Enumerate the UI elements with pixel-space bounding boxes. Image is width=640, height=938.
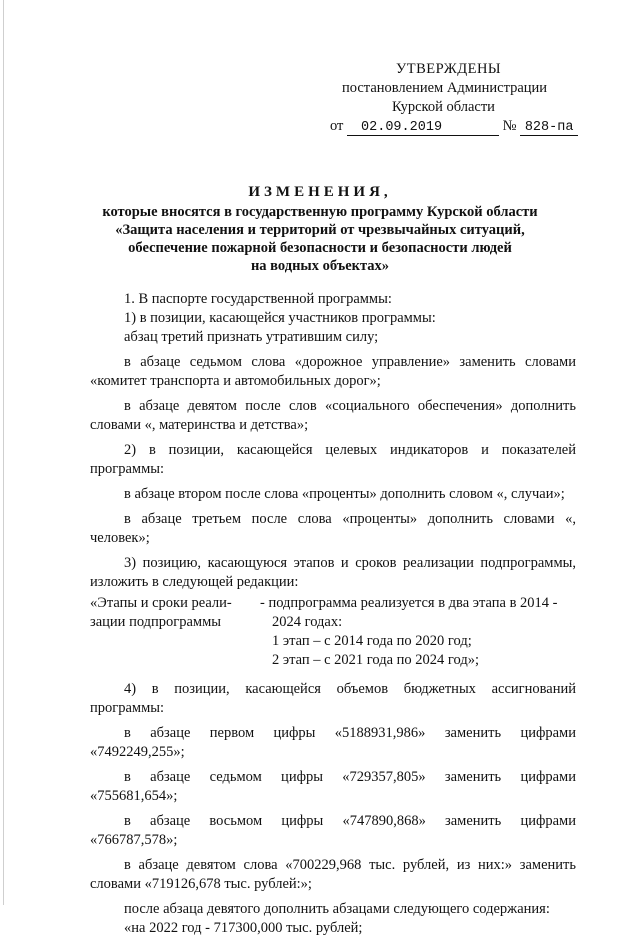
- paragraph: в абзаце седьмом цифры «729357,805» заменить цифрами: [124, 769, 576, 785]
- paragraph: в абзаце третьем после слова «проценты» дополнить словами «, человек»;: [90, 511, 576, 546]
- number-prefix: №: [502, 118, 517, 134]
- position-label-line: зации подпрограммы: [90, 614, 222, 630]
- document-body: [90, 290, 576, 938]
- paragraph: в абзаце девятом слова «700229,968 тыс. рублей, из них:» заменить словами «719126,678 тыс. рублей:»;: [90, 857, 576, 892]
- document-heading: [60, 183, 580, 275]
- paragraph: после абзаца девятого дополнить абзацами следующего содержания:: [124, 901, 550, 917]
- paragraph: в абзаце девятом после слов «социального обеспечения» дополнить словами «, материнства и детства»;: [90, 398, 576, 433]
- paragraph: в абзаце восьмом цифры «747890,868» заменить цифрами: [124, 813, 576, 829]
- heading-line: которые вносятся в государственную программу Курской области: [102, 204, 538, 220]
- paragraph: «на 2022 год - 717300,000 тыс. рублей;: [124, 920, 363, 936]
- paragraph: абзац третий признать утратившим силу;: [124, 329, 379, 345]
- position-value-line: - подпрограмма реализуется в два этапа в 2014 -: [260, 595, 558, 611]
- paragraph: в абзаце первом цифры «5188931,986» заменить цифрами: [124, 725, 576, 741]
- position-value-line: 1 этап – с 2014 года по 2020 год;: [272, 633, 472, 649]
- date-prefix: от: [330, 118, 344, 134]
- paragraph: 3) позицию, касающуюся этапов и сроков реализации подпрограммы, изложить в следующей редакции:: [90, 555, 576, 590]
- heading-line: обеспечение пожарной безопасности и безопасности людей: [128, 240, 512, 256]
- document-title: ИЗМЕНЕНИЯ,: [248, 184, 392, 200]
- position-value: [260, 594, 576, 670]
- approval-date-row: [330, 117, 590, 136]
- paragraph: в абзаце седьмом слова «дорожное управление» заменить словами «комитет транспорта и автомобильных дорог»;: [90, 354, 576, 389]
- approval-region: Курской области: [392, 99, 495, 115]
- paragraph: 2) в позиции, касающейся целевых индикаторов и показателей программы:: [90, 442, 576, 477]
- position-label-line: «Этапы и сроки реали-: [90, 595, 232, 611]
- paragraph-continuation: «766787,578»;: [90, 832, 178, 848]
- approval-stamp: [330, 60, 590, 136]
- paragraph: 1. В паспорте государственной программы:: [124, 291, 392, 307]
- paragraph: 1) в позиции, касающейся участников программы:: [124, 310, 436, 326]
- position-value-line: 2024 годах:: [272, 614, 343, 630]
- approval-date: 02.09.2019: [347, 120, 499, 136]
- position-label: [90, 594, 260, 670]
- heading-line: «Защита населения и территорий от чрезвычайных ситуаций,: [115, 222, 525, 238]
- approval-authority: постановлением Администрации: [342, 80, 548, 96]
- paragraph: в абзаце втором после слова «проценты» дополнить словом «, случаи»;: [124, 486, 565, 502]
- paragraph-continuation: «7492249,255»;: [90, 744, 185, 760]
- scan-page-edge: [3, 0, 4, 905]
- position-value-line: 2 этап – с 2021 года по 2024 год»;: [272, 652, 479, 668]
- approval-title: УТВЕРЖДЕНЫ: [396, 61, 502, 77]
- paragraph: 4) в позиции, касающейся объемов бюджетных ассигнований программы:: [90, 681, 576, 716]
- heading-line: на водных объектах»: [250, 258, 390, 274]
- paragraph-continuation: «755681,654»;: [90, 788, 178, 804]
- approval-number: 828-па: [520, 120, 578, 136]
- position-table: [90, 594, 576, 670]
